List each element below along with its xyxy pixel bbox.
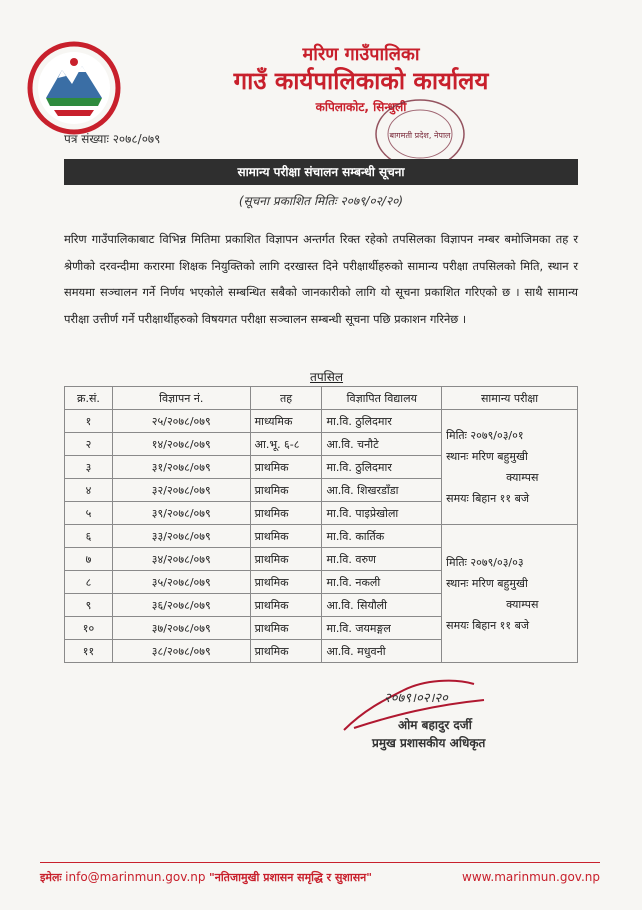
cell-level: माध्यमिक bbox=[250, 410, 322, 433]
notice-title: सामान्य परीक्षा संचालन सम्बन्धी सूचना bbox=[64, 159, 578, 185]
cell-school: मा.वि. पाइप्रेखोला bbox=[322, 502, 442, 525]
motto: "नतिजामुखी प्रशासन समृद्धि र सुशासन" bbox=[208, 871, 373, 884]
exam-date: मितिः २०७९/०३/०१ bbox=[446, 429, 524, 442]
cell-serial: ५ bbox=[65, 502, 113, 525]
exam-place: स्थानः मरिण बहुमुखी bbox=[446, 450, 528, 463]
municipality-name: मरिण गाउँपालिका bbox=[302, 44, 420, 65]
table-header-row bbox=[65, 387, 578, 410]
email-label: इमेलः bbox=[40, 871, 62, 884]
header-school: विज्ञापित विद्यालय bbox=[322, 387, 442, 410]
cell-school: मा.वि. नकली bbox=[322, 571, 442, 594]
exam-place-cont: क्याम्पस bbox=[506, 471, 539, 484]
cell-level: प्राथमिक bbox=[250, 594, 322, 617]
exam-time: समयः बिहान ११ बजे bbox=[446, 618, 530, 632]
header-general-exam: सामान्य परीक्षा bbox=[442, 387, 578, 410]
cell-serial: ६ bbox=[65, 525, 113, 548]
footer-divider bbox=[40, 862, 600, 863]
cell-ad-number: ३७/२०७८/०७९ bbox=[112, 617, 250, 640]
cell-serial: ७ bbox=[65, 548, 113, 571]
exam-details-group2 bbox=[442, 525, 578, 663]
cell-level: प्राथमिक bbox=[250, 456, 322, 479]
office-name: गाउँ कार्यपालिकाको कार्यालय bbox=[233, 67, 489, 95]
cell-ad-number: ३३/२०७८/०७९ bbox=[112, 525, 250, 548]
cell-ad-number: १४/२०७८/०७९ bbox=[112, 433, 250, 456]
cell-level: प्राथमिक bbox=[250, 640, 322, 663]
cell-serial: १ bbox=[65, 410, 113, 433]
cell-ad-number: ३२/२०७८/०७९ bbox=[112, 479, 250, 502]
cell-ad-number: ३६/२०७८/०७९ bbox=[112, 594, 250, 617]
exam-place-cont: क्याम्पस bbox=[506, 597, 539, 611]
signatory-title: प्रमुख प्रशासकीय अधिकृत bbox=[372, 736, 486, 750]
header-ad-number: विज्ञापन नं. bbox=[112, 387, 250, 410]
header-serial: क्र.सं. bbox=[65, 387, 113, 410]
cell-serial: ३ bbox=[65, 456, 113, 479]
cell-serial: ८ bbox=[65, 571, 113, 594]
cell-level: प्राथमिक bbox=[250, 571, 322, 594]
cell-ad-number: ३५/२०७८/०७९ bbox=[112, 571, 250, 594]
cell-school: मा.वि. जयमङ्गल bbox=[322, 617, 442, 640]
cell-level: आ.भू. ६-८ bbox=[250, 433, 322, 456]
cell-level: प्राथमिक bbox=[250, 548, 322, 571]
reference-number: पत्र संख्याः २०७८/०७९ bbox=[64, 132, 161, 146]
cell-ad-number: ३८/२०७८/०७९ bbox=[112, 640, 250, 663]
table-row bbox=[65, 525, 578, 548]
cell-serial: ११ bbox=[65, 640, 113, 663]
cell-ad-number: २५/२०७८/०७९ bbox=[112, 410, 250, 433]
cell-school: मा.वि. ठुलिदमार bbox=[322, 410, 442, 433]
exam-details-group1 bbox=[442, 410, 578, 525]
website-link[interactable]: www.marinmun.gov.np bbox=[462, 870, 600, 884]
exam-date: मितिः २०७९/०३/०३ bbox=[446, 555, 524, 569]
exam-schedule-table bbox=[64, 386, 578, 663]
publish-date: (सूचना प्रकाशित मितिः २०७९/०२/२०) bbox=[238, 194, 404, 208]
exam-time: समयः बिहान ११ बजे bbox=[446, 492, 530, 505]
cell-school: आ.वि. मधुवनी bbox=[322, 640, 442, 663]
cell-school: आ.वि. चनौटे bbox=[322, 433, 442, 456]
cell-serial: ९ bbox=[65, 594, 113, 617]
table-caption: तपसिल bbox=[310, 370, 344, 384]
signature-date: २०७९।०२।२० bbox=[384, 691, 448, 706]
email-link[interactable]: info@marinmun.gov.np bbox=[65, 870, 206, 884]
cell-serial: १० bbox=[65, 617, 113, 640]
cell-level: प्राथमिक bbox=[250, 479, 322, 502]
exam-place: स्थानः मरिण बहुमुखी bbox=[446, 576, 528, 590]
cell-ad-number: ३९/२०७८/०७९ bbox=[112, 502, 250, 525]
header-level: तह bbox=[250, 387, 322, 410]
notice-body: मरिण गाउँपालिकाबाट विभिन्न मितिमा प्रकाशित विज्ञापन अन्तर्गत रिक्त रहेको तपसिलका विज्ञापन नम्बर बमोजिमका तह र श्रेणीको दरवन्दीमा करारमा शिक्षक नियुक्तिको लागि दरखास्त दिने परीक्षार्थीहरुको सामान्य परीक्षा तपसिलको मिति, स्थान र समयमा सञ्चालन गर्ने निर्णय भएकोले सम्बन्धित सबैको जानकारीको लागि यो सूचना प्रकाशित गरिएको छ । साथै सामान्य परीक्षा उत्तीर्ण गर्ने परीक्षार्थीहरुको विषयगत परीक्षा सञ्चालन सम्बन्धी सूचना पछि प्रकाशन गरिनेछ । bbox=[64, 232, 578, 326]
cell-level: प्राथमिक bbox=[250, 525, 322, 548]
footer bbox=[40, 870, 600, 885]
cell-serial: २ bbox=[65, 433, 113, 456]
cell-school: मा.वि. वरुण bbox=[322, 548, 442, 571]
cell-level: प्राथमिक bbox=[250, 617, 322, 640]
office-address: कपिलाकोट, सिन्धुली bbox=[315, 100, 407, 114]
cell-school: मा.वि. कार्तिक bbox=[322, 525, 442, 548]
cell-school: आ.वि. शिखरडाँडा bbox=[322, 479, 442, 502]
cell-school: मा.वि. ठुलिदमार bbox=[322, 456, 442, 479]
cell-ad-number: ३४/२०७८/०७९ bbox=[112, 548, 250, 571]
cell-school: आ.वि. सियौली bbox=[322, 594, 442, 617]
cell-serial: ४ bbox=[65, 479, 113, 502]
stamp-text: बागमती प्रदेश, नेपाल bbox=[389, 131, 451, 140]
cell-level: प्राथमिक bbox=[250, 502, 322, 525]
cell-ad-number: ३१/२०७८/०७९ bbox=[112, 456, 250, 479]
table-row bbox=[65, 410, 578, 433]
signatory-name: ओम बहादुर दर्जी bbox=[398, 718, 472, 732]
